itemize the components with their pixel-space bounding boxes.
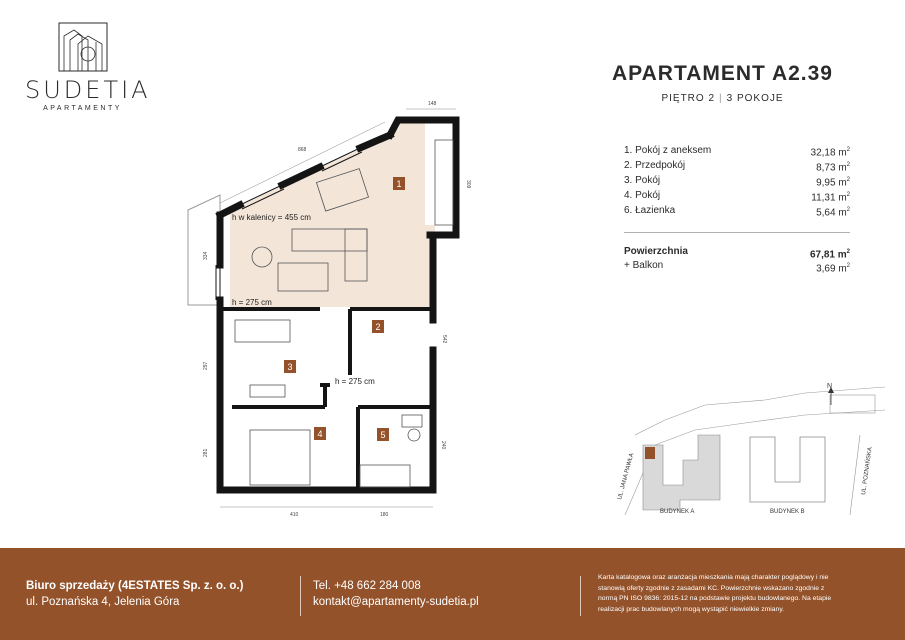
floor-label: PIĘTRO 2 (661, 93, 716, 104)
room-number-1: 1 (396, 179, 402, 189)
inner-walls (220, 309, 433, 490)
room-area: 9,95 $m^2$ (816, 177, 850, 189)
room-row (624, 143, 850, 158)
room-row (624, 203, 850, 218)
disclaimer-note (598, 573, 873, 615)
email-link[interactable]: kontakt@apartamenty-sudetia.pl (313, 596, 479, 608)
room-row (624, 188, 850, 203)
brand-name: SUDETIA (25, 76, 151, 104)
room-label: 4. Pokój (624, 190, 661, 201)
room-label: 1. Pokój z aneksem (624, 145, 712, 156)
height-label-living: h = 275 cm (232, 298, 272, 307)
dimension-410: 410 (290, 512, 299, 518)
brand-tagline: APARTAMENTY (43, 105, 122, 112)
room-area: 32,18 $m^2$ (810, 147, 850, 159)
room-row (624, 158, 850, 173)
balcony-row (624, 259, 850, 273)
disclaimer-line: realizacji prac budowlanych mogą wystąpić niewielkie zmiany. (598, 605, 785, 613)
floor-plan (180, 95, 480, 525)
room-list (624, 143, 850, 218)
height-label-ridge: h w kalenicy = 455 cm (232, 213, 311, 222)
apartment-title: APARTAMENT A2.39 (612, 62, 833, 85)
total-area-label: Powierzchnia (624, 246, 688, 257)
footer-divider (300, 576, 301, 616)
disclaimer-line: stanowią oferty zgodnie z zasadami KC. Powierzchnie wskazano zgodnie z (598, 584, 825, 592)
balcony (188, 195, 220, 305)
street-label-poznanska: UL. POZNAŃSKA (861, 446, 874, 496)
sales-office-title: Biuro sprzedaży (4ESTATES Sp. z. o. o.) (26, 580, 244, 592)
room-label: 6. Łazienka (624, 205, 676, 216)
dimension-868: 868 (298, 147, 307, 153)
building-a-label: BUDYNEK A (660, 509, 695, 515)
sales-office (26, 578, 243, 610)
room-number-3: 3 (287, 362, 293, 372)
contact-info (313, 578, 479, 610)
dimension-180: 180 (380, 512, 389, 518)
height-label-hall: h = 275 cm (335, 377, 375, 386)
phone-link[interactable]: Tel. +48 662 284 008 (313, 580, 421, 592)
building-b (750, 437, 825, 502)
sudetia-logo-icon (58, 22, 108, 72)
room-number-2: 2 (375, 322, 381, 332)
apartment-subtitle: PIĘTRO 2 | 3 POKOJE (661, 93, 784, 104)
dimension-542: 542 (441, 335, 447, 344)
room-label: 2. Przedpokój (624, 160, 686, 171)
room-label: 3. Pokój (624, 175, 661, 186)
dimension-334: 334 (203, 251, 209, 260)
footer (0, 548, 905, 640)
total-area-row (624, 245, 850, 259)
dimension-281: 281 (203, 448, 209, 457)
balcony-value: 3,69 $m^2$ (816, 263, 850, 275)
balcony-label: + Balkon (624, 260, 664, 271)
building-a (643, 435, 720, 510)
apartment-location-marker (645, 447, 655, 459)
brand-logo (25, 22, 151, 112)
room-area: 8,73 $m^2$ (816, 162, 850, 174)
area-summary (624, 245, 850, 273)
divider (624, 232, 850, 233)
building-b-label: BUDYNEK B (770, 509, 805, 515)
site-map (595, 375, 890, 525)
room-area: 5,64 $m^2$ (816, 207, 850, 219)
room-number-5: 5 (380, 430, 386, 440)
rooms-count-label: 3 POKOJE (726, 93, 784, 104)
street-label-jana-pawla: UL. JANA PAWŁA (617, 452, 636, 501)
sales-office-address: ul. Poznańska 4, Jelenia Góra (26, 596, 180, 608)
room-area: 11,31 $m^2$ (811, 192, 850, 204)
footer-divider (580, 576, 581, 616)
north-label: N (827, 383, 833, 390)
dimension-297: 297 (203, 361, 209, 370)
room-number-4: 4 (317, 429, 323, 439)
disclaimer-line: normą PN ISO 9836: 2015-12 na podstawie projektu budowlanego. Na etapie (598, 595, 832, 602)
disclaimer-line: Karta katalogowa oraz aranżacja mieszkania mają charakter poglądowy i nie (598, 574, 829, 581)
dimension-309: 309 (465, 180, 471, 189)
room-row (624, 173, 850, 188)
total-area-value: 67,81 $m^2$ (809, 249, 850, 261)
dimension-148: 148 (428, 101, 437, 107)
dimension-240: 240 (440, 441, 446, 450)
